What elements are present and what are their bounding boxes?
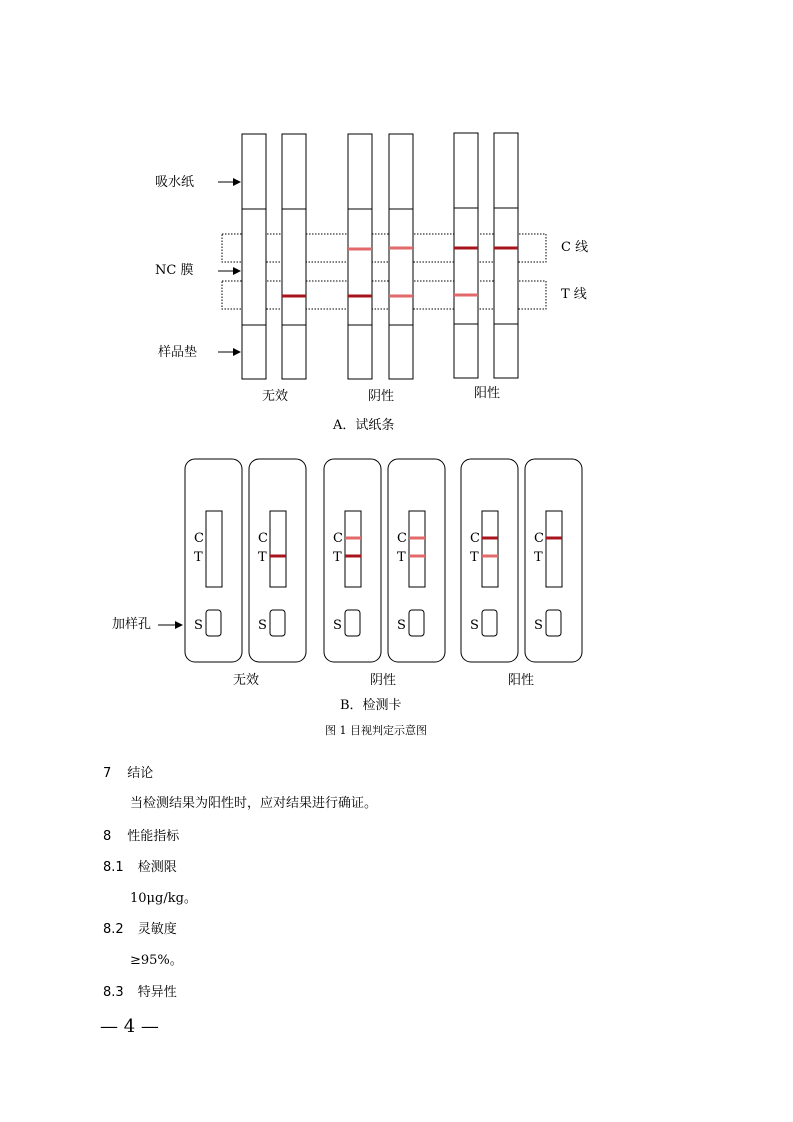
card-t-label: T xyxy=(333,550,342,565)
section-8-heading xyxy=(103,829,179,845)
card-s-label: S xyxy=(333,618,342,633)
section-number: 8.2 xyxy=(103,922,124,937)
card-s-label: S xyxy=(470,618,479,633)
section-title: 结论 xyxy=(127,766,154,781)
section-number: 8 xyxy=(103,829,112,844)
caption-b: B．检测卡 xyxy=(340,698,402,713)
section-8-2-body: ≥95%。 xyxy=(130,953,183,968)
label-t-line: T 线 xyxy=(561,287,587,302)
card-group-negative: 阴性 xyxy=(370,673,397,688)
strip-group-positive: 阳性 xyxy=(474,386,501,401)
section-8-2-heading xyxy=(103,922,177,938)
section-8-1-body: 10μg/kg。 xyxy=(130,891,197,906)
card-s-label: S xyxy=(397,618,406,633)
label-absorbent-paper: 吸水纸 xyxy=(155,175,195,190)
card-group-invalid: 无效 xyxy=(233,673,260,688)
section-7-heading xyxy=(103,766,153,782)
strip-negative-1 xyxy=(348,134,372,379)
card-c-label: C xyxy=(194,531,204,546)
label-nc-membrane: NC 膜 xyxy=(155,263,194,278)
section-title: 特异性 xyxy=(137,985,177,1000)
card-t-label: T xyxy=(470,550,479,565)
strip-invalid-1 xyxy=(242,134,266,379)
section-title: 检测限 xyxy=(137,860,177,875)
section-number: 7 xyxy=(103,766,112,781)
section-title: 灵敏度 xyxy=(137,922,177,937)
card-c-label: C xyxy=(258,531,268,546)
strip-positive-2 xyxy=(494,133,518,378)
test-strips-diagram xyxy=(218,133,546,379)
section-8-3-heading xyxy=(103,985,177,1001)
label-c-line: C 线 xyxy=(561,240,589,255)
label-sample-pad: 样品垫 xyxy=(158,345,198,360)
card-c-label: C xyxy=(470,531,480,546)
card-group-positive: 阳性 xyxy=(508,673,535,688)
strip-group-negative: 阴性 xyxy=(368,389,395,404)
card-c-label: C xyxy=(534,531,544,546)
strip-positive-1 xyxy=(454,133,478,378)
strip-group-invalid: 无效 xyxy=(262,389,289,404)
label-sample-well: 加样孔 xyxy=(112,617,152,632)
section-8-1-heading xyxy=(103,860,177,876)
card-t-label: T xyxy=(534,550,543,565)
section-7-body: 当检测结果为阳性时，应对结果进行确证。 xyxy=(130,796,378,811)
card-c-label: C xyxy=(397,531,407,546)
page-number: — 4 — xyxy=(100,1016,159,1037)
section-number: 8.3 xyxy=(103,985,124,1000)
card-c-label: C xyxy=(333,531,343,546)
section-title: 性能指标 xyxy=(127,829,180,844)
strip-negative-2 xyxy=(389,134,413,379)
card-s-label: S xyxy=(194,618,203,633)
card-s-label: S xyxy=(258,618,267,633)
card-t-label: T xyxy=(397,550,406,565)
card-t-label: T xyxy=(258,550,267,565)
card-s-label: S xyxy=(534,618,543,633)
test-cards-diagram xyxy=(158,459,582,662)
caption-a: A．试纸条 xyxy=(333,418,395,433)
section-number: 8.1 xyxy=(103,860,124,875)
strip-invalid-2 xyxy=(282,134,306,379)
figure-title: 图 1 目视判定示意图 xyxy=(325,724,427,737)
card-t-label: T xyxy=(194,550,203,565)
